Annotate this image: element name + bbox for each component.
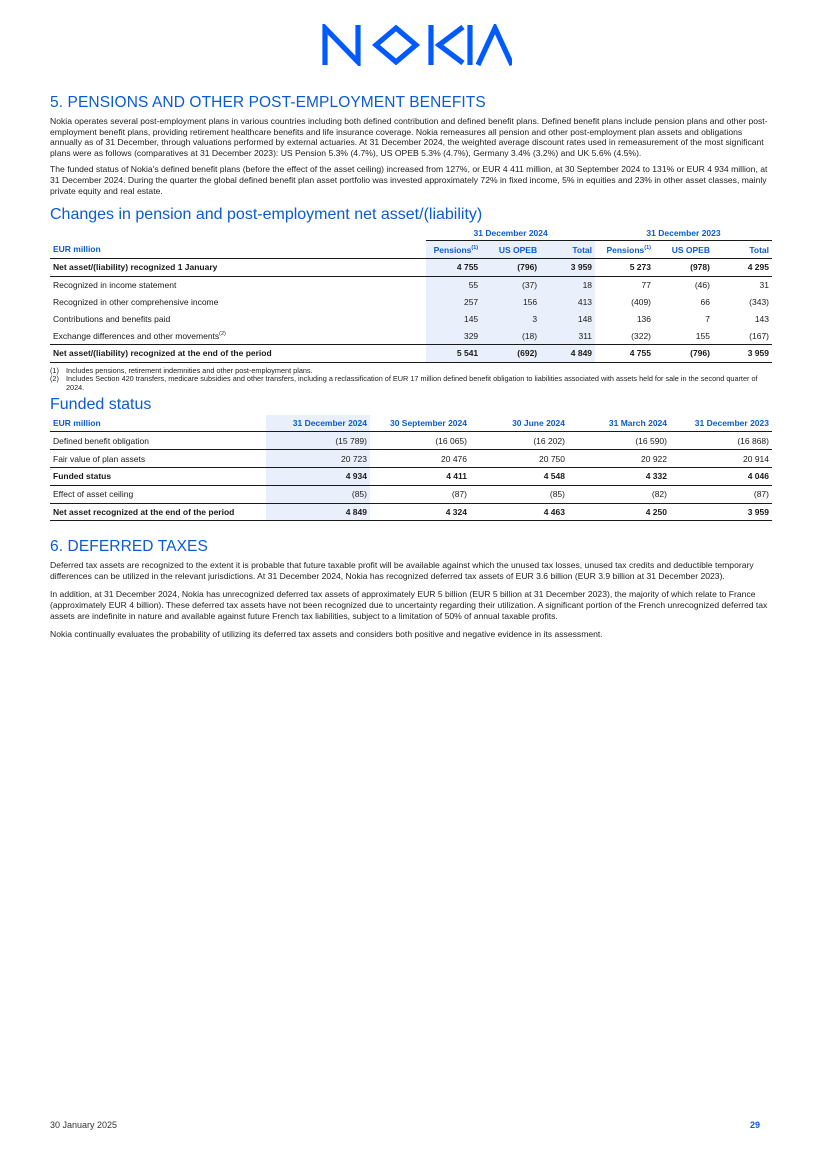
funded-status-table <box>50 415 772 522</box>
col-sep-2024: 30 September 2024 <box>370 415 470 432</box>
changes-table-title: Changes in pension and post-employment net asset/(liability) <box>50 206 483 224</box>
table-row: Recognized in other comprehensive income 257 156 413 (409) 66 (343) <box>50 294 772 311</box>
footnotes <box>50 367 772 393</box>
col-opeb-2023: US OPEB <box>654 241 713 259</box>
nokia-logo <box>322 24 512 66</box>
section-5-title: 5. PENSIONS AND OTHER POST-EMPLOYMENT BENEFITS <box>50 94 486 111</box>
footnote: (1) Includes pensions, retirement indemnities and other post-employment plans. <box>50 365 313 375</box>
group-header-2023: 31 December 2023 <box>595 226 772 241</box>
page-body <box>50 94 772 640</box>
table-row: Fair value of plan assets 20 723 20 476 20 750 20 922 20 914 <box>50 450 772 468</box>
col-jun-2024: 30 June 2024 <box>470 415 568 432</box>
table-row-total: Net asset recognized at the end of the period 4 849 4 324 4 463 4 250 3 959 <box>50 503 772 521</box>
col-opeb-2024: US OPEB <box>481 241 540 259</box>
col-total-2024: Total <box>540 241 595 259</box>
table-row: Exchange differences and other movements$^{(2)}$ 329 (18) 311 (322) 155 (167) <box>50 327 772 344</box>
section-6-paragraph-2: In addition, at 31 December 2024, Nokia has unrecognized deferred tax assets of approximately EUR 5 billion (EUR 5 billion at 31 December 2023), the majority of which relate to France (approximately EUR 4 billion). These deferred tax assets have not been recognized due to uncertainty regarding their utilization. A significant portion of the French unrecognized deferred tax assets are indefinite in nature and available against future French tax liabilities, subject to a limitation of 50% of annual taxable profits. <box>50 589 768 621</box>
col-pensions-2024: Pensions$^{(1)}$ <box>426 241 481 259</box>
section-5-paragraph-2: The funded status of Nokia's defined benefit plans (before the effect of the asset ceiling) increased from 127%, or EUR 4 411 million, at 30 September 2024 to 131% or EUR 4 934 million, at 31 December 2024. During the quarter the global defined benefit plan asset portfolio was invested approximately 72% in fixed income, 5% in equities and 23% in other asset classes, mainly private equity and real estate. <box>50 164 768 196</box>
table-row: Funded status 4 934 4 411 4 548 4 332 4 046 <box>50 467 772 485</box>
table-row: Defined benefit obligation (15 789) (16 065) (16 202) (16 590) (16 868) <box>50 432 772 450</box>
table-row: Recognized in income statement 55 (37) 18 77 (46) 31 <box>50 276 772 293</box>
table-row: Effect of asset ceiling (85) (87) (85) (82) (87) <box>50 485 772 503</box>
table-row-total: Net asset/(liability) recognized at the end of the period 5 541 (692) 4 849 4 755 (796) 3 959 <box>50 344 772 362</box>
footnote: (2) Includes Section 420 transfers, medicare subsidies and other transfers, including a reclassification of EUR 17 million defined benefit obligation to liabilities associated with assets held for sale in the second quarter of 2024. <box>50 374 758 392</box>
changes-table <box>50 226 772 363</box>
col-eur-million: EUR million <box>50 415 266 432</box>
col-pensions-2023: Pensions$^{(1)}$ <box>595 241 654 259</box>
section-5-paragraph-1: Nokia operates several post-employment plans in various countries including both defined contribution and defined benefit plans. Defined benefit plans include pension plans and other post-employment benefit plans, providing retirement healthcare benefits and life insurance coverage. Nokia remeasures all pension and other post-employment plan assets and obligations annually as of 31 December, through valuations performed by external actuaries. At 31 December 2024, the weighted average discount rates used in remeasurement of the most significant plans were as follows (comparatives at 31 December 2023): US Pension 5.3% (4.7%), US OPEB 5.3% (4.7%), Germany 3.4% (3.2%) and UK 5.6% (4.5%). <box>50 116 768 158</box>
col-dec-2024: 31 December 2024 <box>266 415 370 432</box>
col-mar-2024: 31 March 2024 <box>568 415 670 432</box>
section-6-title: 6. DEFERRED TAXES <box>50 538 208 556</box>
section-6-paragraph-1: Deferred tax assets are recognized to the extent it is probable that future taxable profit will be available against which the unused tax losses, unused tax credits and deductible temporary differences can be utilized in the relevant jurisdictions. At 31 December 2024, Nokia has recognized deferred tax assets of EUR 3.6 billion (EUR 3.9 billion at 31 December 2023). <box>50 560 754 581</box>
table-row: Contributions and benefits paid 145 3 148 136 7 143 <box>50 310 772 327</box>
col-total-2023: Total <box>713 241 772 259</box>
footer-date: 30 January 2025 <box>50 1120 118 1130</box>
page-number: 29 <box>750 1120 761 1130</box>
col-eur-million: EUR million <box>50 241 426 259</box>
col-dec-2023: 31 December 2023 <box>670 415 772 432</box>
group-header-2024: 31 December 2024 <box>426 226 595 241</box>
section-6-paragraph-3: Nokia continually evaluates the probability of utilizing its deferred tax assets and considers both positive and negative evidence in its assessment. <box>50 629 603 640</box>
table-row: Net asset/(liability) recognized 1 January 4 755 (796) 3 959 5 273 (978) 4 295 <box>50 258 772 276</box>
funded-status-title: Funded status <box>50 395 152 413</box>
